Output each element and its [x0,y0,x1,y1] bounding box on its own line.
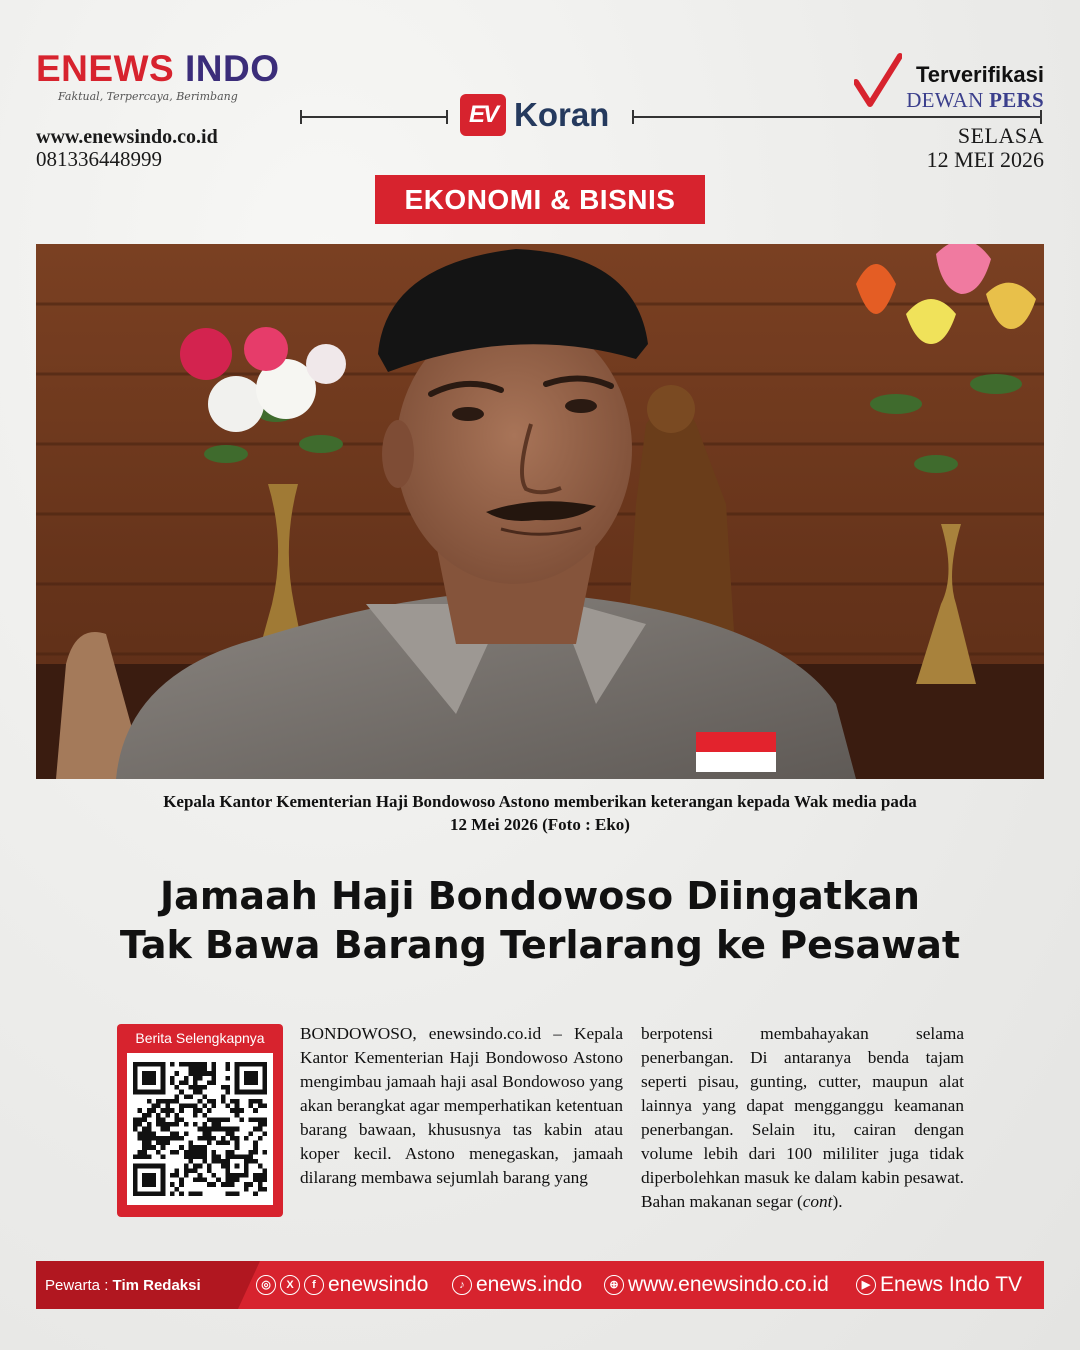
checkmark-icon [854,52,902,110]
brand-name-second: INDO [184,48,280,89]
reporter-name: Tim Redaksi [112,1276,201,1294]
instagram-icon[interactable]: ◎ [256,1275,276,1295]
ev-logo-icon: EV [460,94,506,136]
brand-name-first: ENEWS [36,48,175,89]
column-2-text: berpotensi membahayakan selama penerbangan. Di antaranya benda tajam seperti pisau, gunting, cutter, maupun alat lainnya yang dapat mengganggu keamanan penerbangan. Selain itu, cairan dengan volume lebih dari 100 mililiter juga tidak diperbolehkan masuk ke dalam kabin pesawat. Bahan makanan segar [641,1024,964,1212]
article-headline [20,872,1060,971]
article-photo [36,244,1044,779]
issue-date: 12 MEI 2026 [926,147,1044,173]
issue-day: SELASA [957,123,1044,148]
continued-marker: cont [802,1192,833,1212]
header-divider-left [300,116,448,118]
verified-label: Terverifikasi [915,62,1044,87]
tiktok-handle: enews.indo [476,1273,583,1296]
photo-caption-line-2: 12 Mei 2026 (Foto : Eko) [450,815,630,835]
headline-line-1: Jamaah Haji Bondowoso Diingatkan [160,874,920,918]
photo-caption-line-1: Kepala Kantor Kementerian Haji Bondowoso Astono memberikan keterangan kepada Wak media pada [163,792,917,811]
qr-code-pattern [133,1059,267,1199]
social-handle: enewsindo [328,1273,429,1296]
x-icon[interactable]: X [280,1275,300,1295]
qr-title: Berita Selengkapnya [135,1030,265,1046]
footer-bar [36,1261,1044,1309]
dewan-label: DEWAN [906,88,984,112]
facebook-icon[interactable]: f [304,1275,324,1295]
brand-logo[interactable] [36,50,296,103]
contact-info [36,126,218,171]
qr-code[interactable] [127,1053,273,1205]
verified-badge [854,52,1044,112]
header-phone: 081336448999 [36,147,162,171]
tiktok-icon: ♪ [452,1275,472,1295]
globe-icon: ⊕ [604,1275,624,1295]
header-website-link[interactable]: www.enewsindo.co.id [36,126,218,148]
article-body-column-1: BONDOWOSO, enewsindo.co.id – Kepala Kantor Kementerian Haji Bondowoso Astono mengimbau jamaah haji asal Bondowoso yang akan berangkat agar memperhatikan ketentuan barang bawaan, khususnya tas kabin atau koper kecil. Astono menegaskan, jamaah dilarang membawa sejumlah barang yang [300,1024,623,1188]
qr-code-box[interactable] [117,1024,283,1217]
dewan-pers-label [906,88,1044,113]
tiktok-link[interactable] [452,1261,582,1309]
reporter-label: Pewarta : [45,1276,109,1294]
edition-label: Koran [514,96,610,133]
category-badge: EKONOMI & BISNIS [375,175,705,224]
article-body-column-2: berpotensi membahayakan selama penerbangan. Di antaranya benda tajam seperti pisau, gunting, cutter, maupun alat lainnya yang dapat mengganggu keamanan penerbangan. Selain itu, cairan dengan volume lebih dari 100 mililiter juga tidak diperbolehkan masuk ke dalam kabin pesawat. Bahan makanan segar (cont). [641,1024,964,1212]
dateline [927,124,1044,172]
youtube-channel: Enews Indo TV [880,1273,1023,1296]
header-divider-right [632,116,1042,118]
reporter-credit [36,1261,238,1309]
brand-name [36,50,296,87]
youtube-icon: ▶ [856,1275,876,1295]
edition-badge [460,94,609,136]
footer-website: www.enewsindo.co.id [628,1273,829,1296]
social-handle-link[interactable] [256,1261,428,1309]
brand-tagline: Faktual, Terpercaya, Berimbang [58,90,238,103]
headline-line-2: Tak Bawa Barang Terlarang ke Pesawat [119,923,961,968]
website-link[interactable] [604,1261,829,1309]
youtube-link[interactable] [856,1261,1022,1309]
photo-caption [60,790,1020,837]
pers-label: PERS [989,88,1044,112]
